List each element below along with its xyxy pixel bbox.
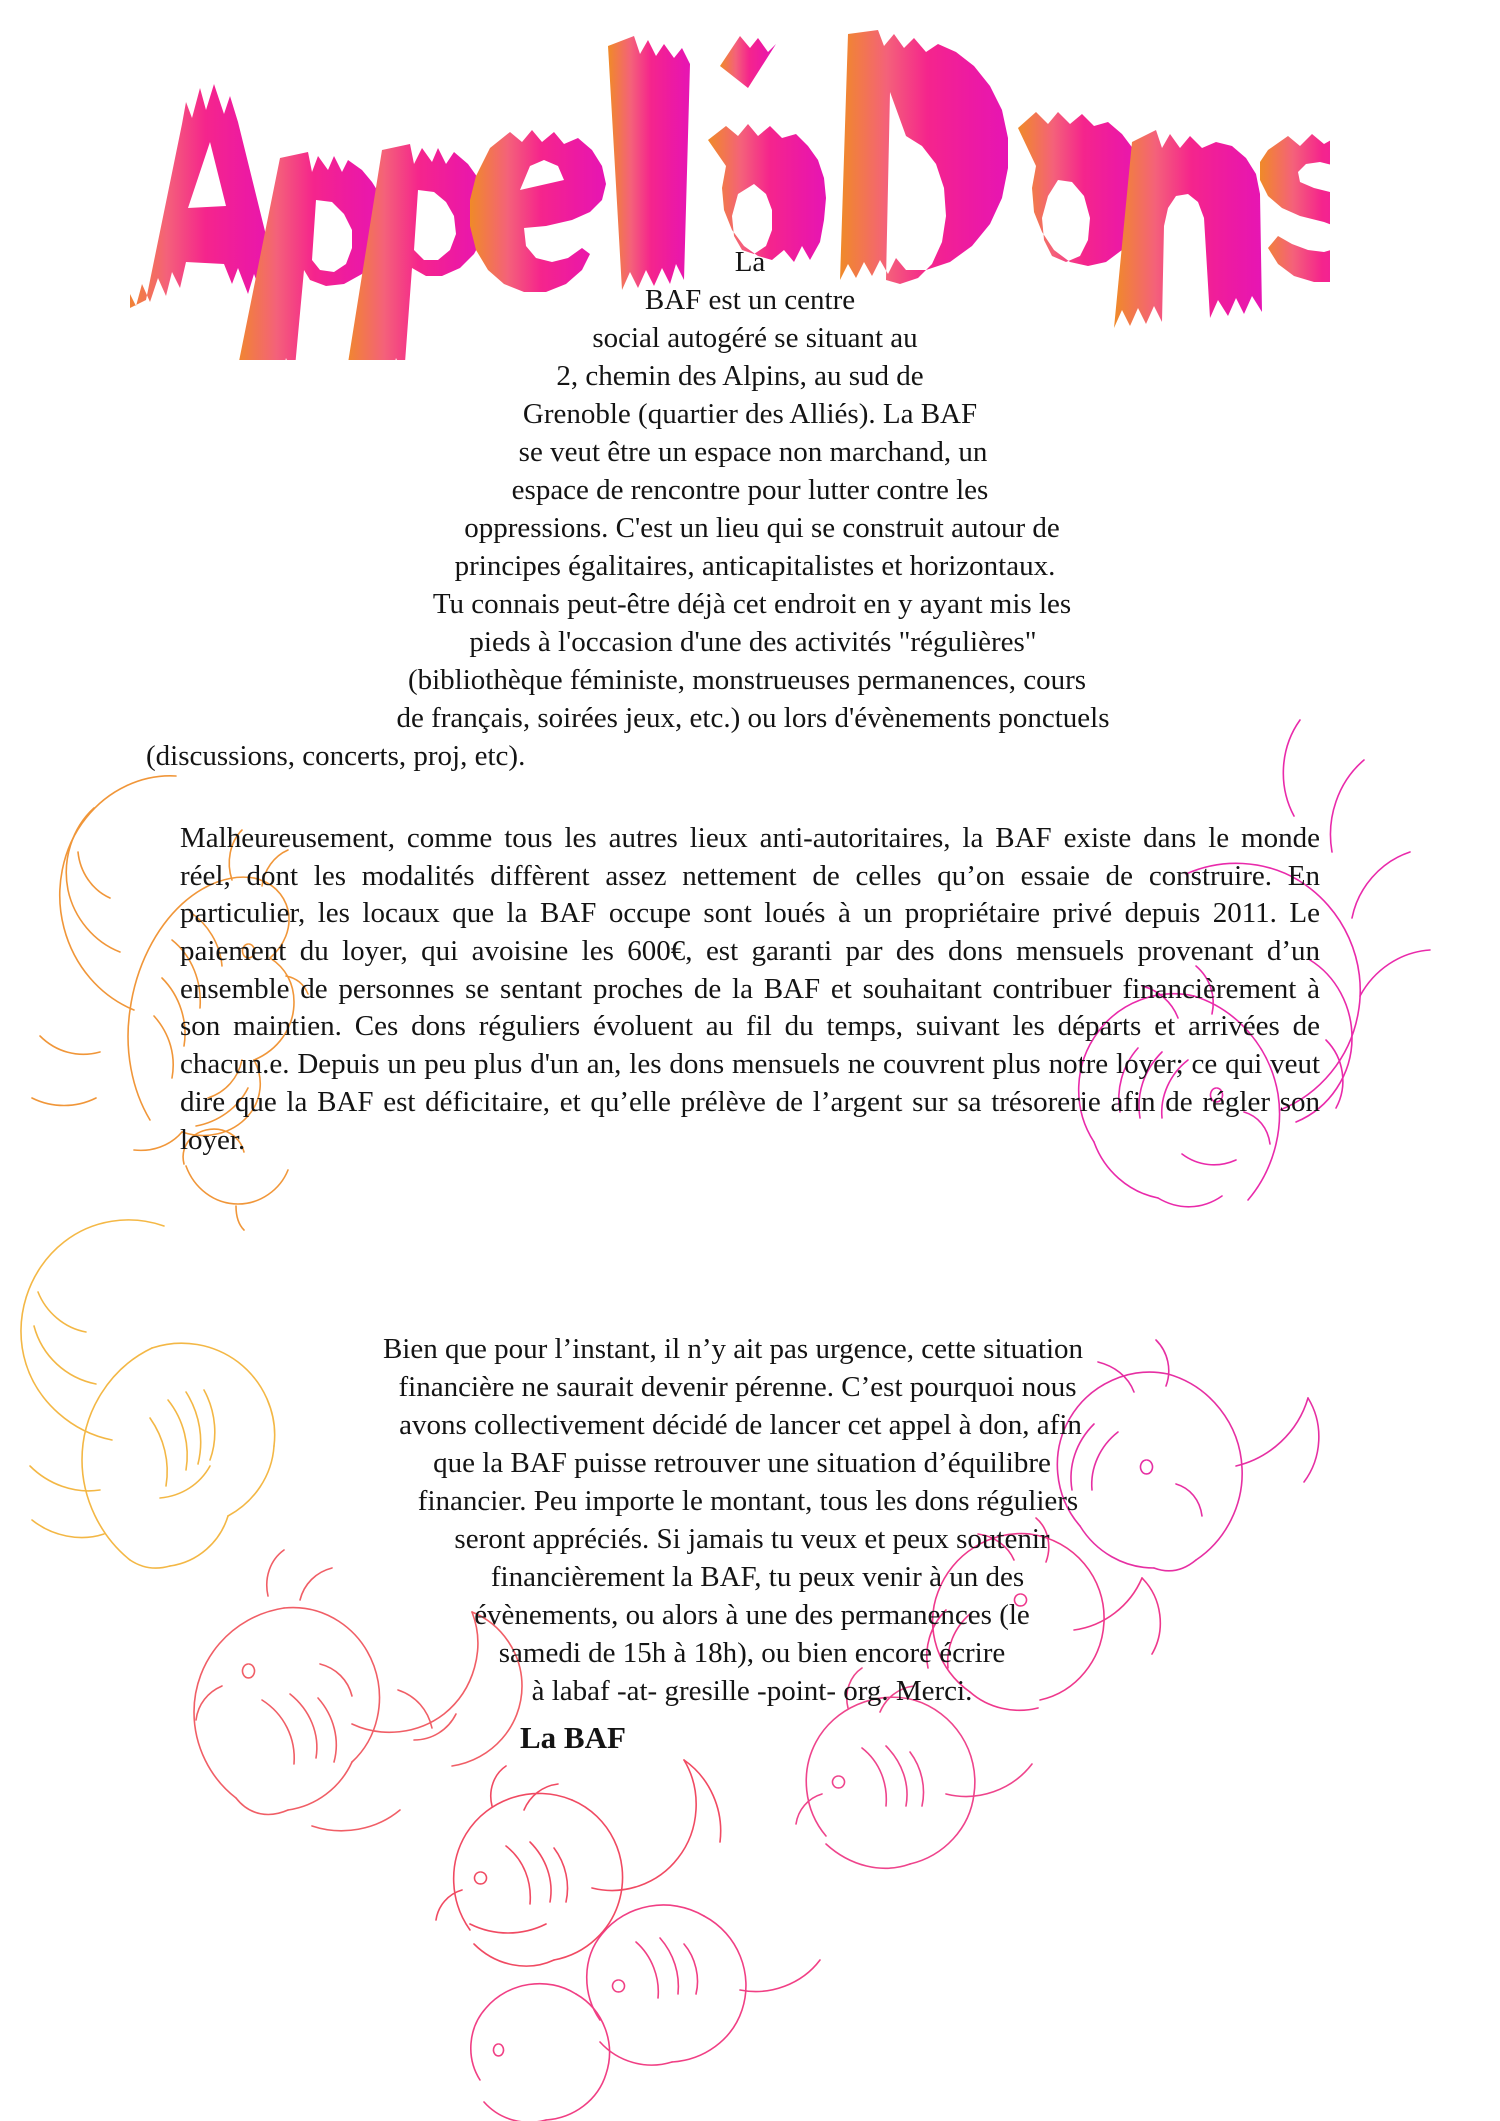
appeal-line: évènements, ou alors à une des permanences (le — [474, 1599, 1030, 1631]
appeal-line: Bien que pour l’instant, il n’y ait pas urgence, cette situation — [382, 1333, 1084, 1365]
appeal-line: financièrement la BAF, tu peux venir à un des — [490, 1561, 1025, 1593]
paragraph-appeal — [0, 1330, 1500, 1710]
appeal-line: financière ne saurait devenir pérenne. C’est pourquoi nous — [398, 1371, 1077, 1403]
squirrel-bottom-center-left — [436, 1760, 721, 1966]
intro-line: social autogéré se situant au — [592, 322, 918, 354]
intro-line: (bibliothèque féministe, monstrueuses permanences, cours — [407, 664, 1087, 696]
intro-line: La — [734, 246, 766, 278]
paragraph-situation-text: Malheureusement, comme tous les autres lieux anti-autoritaires, la BAF existe dans le monde réel, dont les modalités diffèrent assez nettement de celles qu’on essaie de construire. En particulier, les locaux que la BAF occupe sont loués à un propriétaire privé depuis 2011. Le paiement du loyer, qui avoisine les 600€, est garanti par des dons mensuels provenant d’un ensemble de personnes se sentant proches de la BAF et souhaitant contribuer financièrement à son maintien. Ces dons réguliers évoluent au fil du temps, suivant les départs et arrivées de chacun.e. Depuis un peu plus d'un an, les dons mensuels ne couvrent plus notre loyer; ce qui veut dire que la BAF est déficitaire, et qu’elle prélève de l’argent sur sa trésorerie afin de régler son loyer. — [180, 822, 1320, 1156]
intro-line: 2, chemin des Alpins, au sud de — [556, 360, 924, 392]
squirrel-bottom-row — [471, 1905, 820, 2121]
appeal-line: avons collectivement décidé de lancer cet appel à don, afin — [399, 1409, 1082, 1441]
paragraph-intro — [0, 243, 1500, 775]
intro-line: pieds à l'occasion d'une des activités "régulières" — [469, 626, 1037, 658]
paragraph-situation — [180, 820, 1320, 1159]
appeal-line: financier. Peu importe le montant, tous les dons réguliers — [417, 1485, 1079, 1517]
signature: La BAF — [520, 1720, 626, 1755]
intro-line: se veut être un espace non marchand, un — [518, 436, 988, 468]
intro-line: (discussions, concerts, proj, etc). — [146, 740, 526, 772]
appeal-line: que la BAF puisse retrouver une situation d’équilibre — [433, 1447, 1051, 1479]
appeal-line: samedi de 15h à 18h), ou bien encore écrire — [498, 1637, 1006, 1669]
intro-line: Tu connais peut-être déjà cet endroit en y ayant mis les — [432, 588, 1072, 620]
intro-line: espace de rencontre pour lutter contre les — [511, 474, 989, 506]
intro-line: Grenoble (quartier des Alliés). La BAF — [522, 398, 978, 430]
appeal-line: seront appréciés. Si jamais tu veux et peux soutenir — [454, 1523, 1050, 1555]
appeal-line: à labaf -at- gresille -point- org. Merci. — [531, 1675, 973, 1707]
intro-line: oppressions. C'est un lieu qui se construit autour de — [464, 512, 1060, 544]
intro-line: de français, soirées jeux, etc.) ou lors d'évènements ponctuels — [396, 702, 1110, 734]
intro-line: principes égalitaires, anticapitalistes et horizontaux. — [454, 550, 1056, 582]
intro-line: BAF est un centre — [644, 284, 856, 316]
